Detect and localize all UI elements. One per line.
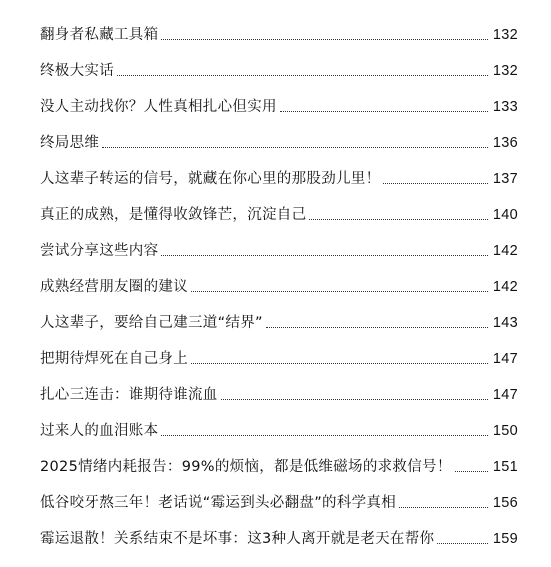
toc-entry-title: 没人主动找你？人性真相扎心但实用 (40, 99, 277, 115)
dot-leader (383, 183, 488, 184)
toc-entry-page: 133 (492, 99, 518, 115)
toc-entry-page: 142 (492, 243, 518, 259)
dot-leader (161, 39, 488, 40)
toc-entry[interactable] (40, 20, 518, 44)
toc-entry-title: 人这辈子，要给自己建三道“结界” (40, 315, 263, 331)
toc-entry-page: 159 (492, 531, 518, 547)
toc-entry-title: 真正的成熟，是懂得收敛锋芒，沉淀自己 (40, 207, 307, 223)
toc-entry-title: 扎心三连击：谁期待谁流血 (40, 387, 218, 403)
toc-entry[interactable] (40, 488, 518, 512)
toc-entry-page: 142 (492, 279, 518, 295)
toc-entry-title: 终极大实话 (40, 63, 114, 79)
toc-entry-title: 尝试分享这些内容 (40, 243, 159, 259)
toc-entry[interactable] (40, 236, 518, 260)
toc-entry-page: 140 (492, 207, 518, 223)
toc-entry-title: 终局思维 (40, 135, 100, 151)
dot-leader (102, 147, 488, 148)
toc-entry[interactable] (40, 344, 518, 368)
toc-entry-title: 翻身者私藏工具箱 (40, 27, 159, 43)
toc-entry-page: 147 (492, 351, 518, 367)
toc-entry-page: 132 (492, 63, 518, 79)
toc-entry-title: 成熟经营朋友圈的建议 (40, 279, 188, 295)
toc-entry[interactable] (40, 308, 518, 332)
toc-entry[interactable] (40, 416, 518, 440)
dot-leader (161, 255, 488, 256)
dot-leader (309, 219, 488, 220)
dot-leader (266, 327, 488, 328)
dot-leader (437, 543, 488, 544)
dot-leader (117, 75, 488, 76)
toc-entry[interactable] (40, 524, 518, 548)
toc-entry[interactable] (40, 92, 518, 116)
dot-leader (455, 471, 488, 472)
toc-entry[interactable] (40, 56, 518, 80)
toc-entry-page: 136 (492, 135, 518, 151)
toc-entry-page: 147 (492, 387, 518, 403)
toc-entry-page: 150 (492, 423, 518, 439)
toc-entry[interactable] (40, 200, 518, 224)
toc-entry-title: 过来人的血泪账本 (40, 423, 159, 439)
toc-entry-title: 人这辈子转运的信号，就藏在你心里的那股劲儿里！ (40, 171, 381, 187)
dot-leader (399, 507, 488, 508)
toc-entry-page: 143 (492, 315, 518, 331)
toc-entry-title: 2025情绪内耗报告：99%的烦恼，都是低维磁场的求救信号！ (40, 459, 452, 475)
dot-leader (191, 363, 488, 364)
toc-entry-title: 低谷咬牙熬三年！老话说“霉运到头必翻盘”的科学真相 (40, 495, 397, 511)
dot-leader (161, 435, 488, 436)
toc-entry-title: 把期待焊死在自己身上 (40, 351, 188, 367)
toc-entry-title: 霉运退散！关系结束不是坏事：这3种人离开就是老天在帮你 (40, 531, 435, 547)
toc-entry[interactable] (40, 164, 518, 188)
toc-entry[interactable] (40, 380, 518, 404)
toc-entry[interactable] (40, 452, 518, 476)
toc-entry-page: 137 (492, 171, 518, 187)
dot-leader (221, 399, 488, 400)
toc-entry-page: 156 (492, 495, 518, 511)
toc-entry-page: 151 (492, 459, 518, 475)
toc-entry[interactable] (40, 272, 518, 296)
toc-entry-page: 132 (492, 27, 518, 43)
dot-leader (280, 111, 488, 112)
toc-entry[interactable] (40, 128, 518, 152)
dot-leader (191, 291, 488, 292)
